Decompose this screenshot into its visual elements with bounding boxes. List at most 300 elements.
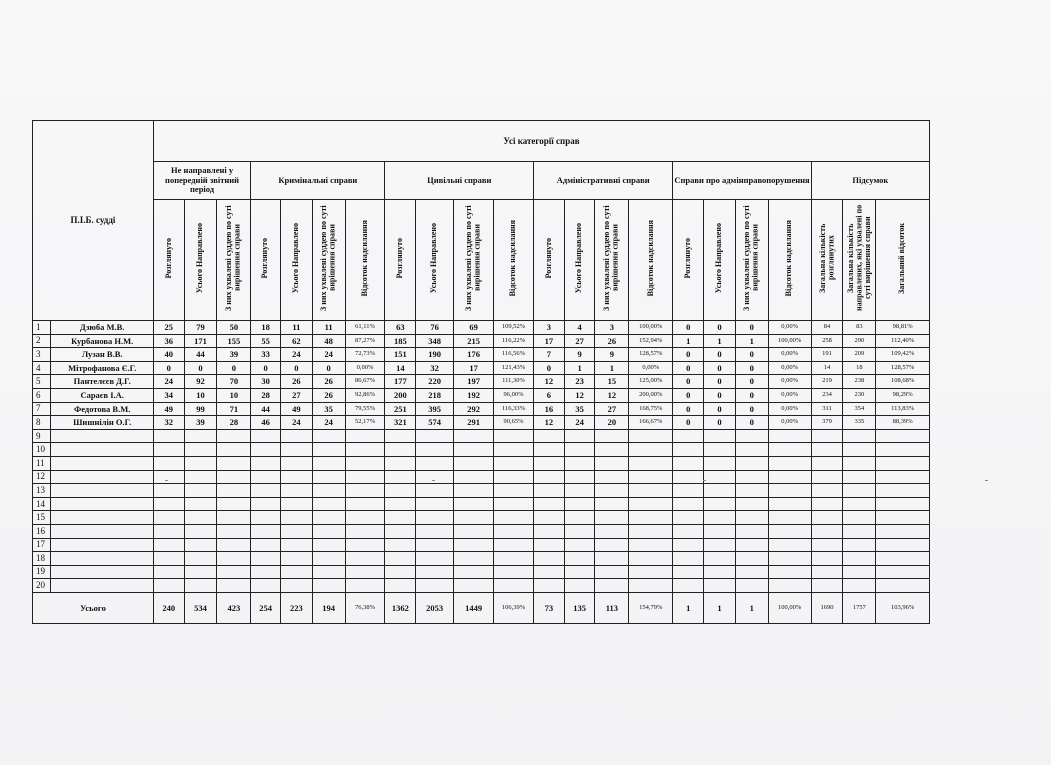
empty-cell: [345, 456, 385, 470]
empty-cell: [534, 511, 565, 525]
data-cell: 0: [673, 321, 704, 335]
data-cell: 109,42%: [876, 348, 930, 362]
empty-cell: [494, 524, 534, 538]
empty-cell: [312, 470, 345, 484]
data-cell: 0: [280, 361, 312, 375]
empty-cell: [184, 456, 217, 470]
empty-cell: [184, 484, 217, 498]
data-cell: 39: [184, 416, 217, 430]
all-categories-header: Усі категорії справ: [153, 121, 929, 162]
data-cell: 44: [184, 348, 217, 362]
empty-cell: [385, 443, 416, 457]
empty-cell: [251, 484, 281, 498]
empty-cell: [629, 565, 673, 579]
table-row: [33, 456, 930, 470]
data-cell: 171: [184, 334, 217, 348]
data-cell: 0: [704, 388, 736, 402]
table-row: [33, 443, 930, 457]
empty-cell: [629, 497, 673, 511]
col-header: Відсоток надсилання: [768, 200, 811, 321]
col-header: З них ухвалені суддею по суті вирішення справи: [454, 200, 494, 321]
data-cell: 92,86%: [345, 388, 385, 402]
empty-cell: [673, 456, 704, 470]
empty-cell: [217, 470, 251, 484]
empty-cell: [385, 470, 416, 484]
empty-cell: [184, 429, 217, 443]
data-cell: 6: [534, 388, 565, 402]
group-header-summary: Підсумок: [811, 162, 929, 200]
data-cell: 116,56%: [494, 348, 534, 362]
empty-cell: [768, 456, 811, 470]
data-cell: 24: [153, 375, 184, 389]
data-cell: 354: [843, 402, 876, 416]
empty-cell: [564, 579, 595, 593]
empty-cell: [564, 552, 595, 566]
data-cell: 4: [564, 321, 595, 335]
data-cell: 12: [564, 388, 595, 402]
data-cell: 291: [454, 416, 494, 430]
empty-cell: [811, 524, 843, 538]
empty-cell: [416, 484, 454, 498]
data-cell: 230: [843, 388, 876, 402]
total-cell: 223: [280, 592, 312, 623]
empty-cell: [595, 497, 629, 511]
data-cell: 72,73%: [345, 348, 385, 362]
data-cell: 292: [454, 402, 494, 416]
empty-cell: [312, 565, 345, 579]
empty-cell: [385, 511, 416, 525]
empty-cell: [595, 538, 629, 552]
col-header: Відсоток надсилання: [629, 200, 673, 321]
empty-cell: [153, 443, 184, 457]
data-cell: 26: [312, 375, 345, 389]
col-header: Усього Направлено: [416, 200, 454, 321]
data-cell: 152,94%: [629, 334, 673, 348]
empty-cell: [51, 565, 153, 579]
empty-cell: [843, 565, 876, 579]
data-cell: 100,00%: [768, 334, 811, 348]
data-cell: 209: [843, 348, 876, 362]
empty-cell: [735, 456, 768, 470]
total-cell: 254: [251, 592, 281, 623]
empty-cell: [251, 456, 281, 470]
data-cell: 0,00%: [345, 361, 385, 375]
data-cell: 0: [735, 361, 768, 375]
data-cell: 116,33%: [494, 402, 534, 416]
data-cell: 0: [673, 416, 704, 430]
data-cell: 88,39%: [876, 416, 930, 430]
row-number: 15: [33, 511, 51, 525]
empty-cell: [704, 579, 736, 593]
empty-cell: [251, 497, 281, 511]
data-cell: 0: [735, 388, 768, 402]
empty-cell: [534, 497, 565, 511]
total-cell: 1: [673, 592, 704, 623]
empty-cell: [629, 552, 673, 566]
empty-cell: [534, 470, 565, 484]
empty-cell: [345, 565, 385, 579]
data-cell: 191: [811, 348, 843, 362]
data-cell: 33: [251, 348, 281, 362]
empty-cell: [768, 443, 811, 457]
empty-cell: [312, 456, 345, 470]
col-header: З них ухвалені суддею по суті вирішення справи: [735, 200, 768, 321]
empty-cell: [345, 484, 385, 498]
data-cell: 92: [184, 375, 217, 389]
data-cell: 49: [280, 402, 312, 416]
empty-cell: [534, 429, 565, 443]
empty-cell: [494, 470, 534, 484]
data-cell: 0,00%: [768, 402, 811, 416]
empty-cell: [735, 443, 768, 457]
empty-cell: [595, 524, 629, 538]
empty-cell: [629, 470, 673, 484]
empty-cell: [494, 484, 534, 498]
scan-speck: [432, 480, 435, 481]
table-row: [33, 538, 930, 552]
table-row: [33, 484, 930, 498]
data-cell: 27: [595, 402, 629, 416]
table-row: [33, 321, 930, 335]
data-cell: 151: [385, 348, 416, 362]
data-cell: 0: [312, 361, 345, 375]
data-cell: 86,67%: [345, 375, 385, 389]
col-header: Усього Направлено: [564, 200, 595, 321]
empty-cell: [876, 470, 930, 484]
data-cell: 26: [312, 388, 345, 402]
data-cell: 18: [251, 321, 281, 335]
empty-cell: [564, 565, 595, 579]
total-cell: 135: [564, 592, 595, 623]
empty-cell: [217, 565, 251, 579]
data-cell: 220: [416, 375, 454, 389]
empty-cell: [564, 511, 595, 525]
empty-cell: [494, 579, 534, 593]
data-cell: 0,00%: [768, 361, 811, 375]
empty-cell: [454, 538, 494, 552]
empty-cell: [595, 565, 629, 579]
data-cell: 32: [153, 416, 184, 430]
total-cell: 154,79%: [629, 592, 673, 623]
empty-cell: [385, 429, 416, 443]
col-header: Усього Направлено: [704, 200, 736, 321]
empty-cell: [251, 579, 281, 593]
empty-cell: [153, 484, 184, 498]
total-cell: 106,39%: [494, 592, 534, 623]
data-cell: 49: [153, 402, 184, 416]
data-cell: 28: [217, 416, 251, 430]
empty-cell: [251, 565, 281, 579]
row-number: 8: [33, 416, 51, 430]
judge-name: Пантелєєв Д.Г.: [51, 375, 153, 389]
empty-cell: [768, 524, 811, 538]
data-cell: 219: [811, 375, 843, 389]
empty-cell: [184, 497, 217, 511]
empty-cell: [534, 443, 565, 457]
empty-cell: [184, 524, 217, 538]
empty-cell: [534, 565, 565, 579]
data-cell: 14: [811, 361, 843, 375]
row-number: 10: [33, 443, 51, 457]
col-header: Розглянуто: [251, 200, 281, 321]
judge-name: Дзюба М.В.: [51, 321, 153, 335]
data-cell: 116,22%: [494, 334, 534, 348]
empty-cell: [416, 524, 454, 538]
data-cell: 113,83%: [876, 402, 930, 416]
empty-cell: [153, 456, 184, 470]
table-row: [33, 416, 930, 430]
data-cell: 69: [454, 321, 494, 335]
empty-cell: [876, 565, 930, 579]
data-cell: 121,43%: [494, 361, 534, 375]
empty-cell: [217, 579, 251, 593]
total-cell: 194: [312, 592, 345, 623]
group-header-admin-offenses: Справи про адмінправопорушення: [673, 162, 811, 200]
data-cell: 234: [811, 388, 843, 402]
data-cell: 0: [673, 388, 704, 402]
empty-cell: [768, 429, 811, 443]
scan-speck: [165, 480, 168, 481]
data-cell: 109,52%: [494, 321, 534, 335]
empty-cell: [51, 538, 153, 552]
data-cell: 348: [416, 334, 454, 348]
empty-cell: [385, 552, 416, 566]
data-cell: 0: [153, 361, 184, 375]
empty-cell: [673, 538, 704, 552]
data-cell: 79: [184, 321, 217, 335]
empty-cell: [280, 456, 312, 470]
empty-cell: [251, 429, 281, 443]
empty-cell: [811, 538, 843, 552]
data-cell: 36: [153, 334, 184, 348]
empty-cell: [312, 524, 345, 538]
data-cell: 176: [454, 348, 494, 362]
table-row: [33, 429, 930, 443]
empty-cell: [345, 429, 385, 443]
empty-cell: [704, 470, 736, 484]
total-row: [33, 592, 930, 623]
data-cell: 87,27%: [345, 334, 385, 348]
empty-cell: [704, 443, 736, 457]
empty-cell: [534, 524, 565, 538]
total-cell: 113: [595, 592, 629, 623]
col-header: Розглянуто: [673, 200, 704, 321]
empty-cell: [735, 511, 768, 525]
empty-cell: [454, 470, 494, 484]
row-number: 9: [33, 429, 51, 443]
data-cell: 0: [217, 361, 251, 375]
data-cell: 0: [735, 416, 768, 430]
data-cell: 0: [704, 416, 736, 430]
group-header-administrative: Адміністративні справи: [534, 162, 673, 200]
row-number: 11: [33, 456, 51, 470]
total-cell: 240: [153, 592, 184, 623]
table-row: [33, 579, 930, 593]
empty-cell: [280, 552, 312, 566]
data-cell: 48: [312, 334, 345, 348]
empty-cell: [494, 511, 534, 525]
data-cell: 190: [416, 348, 454, 362]
data-cell: 0,00%: [768, 375, 811, 389]
data-cell: 177: [385, 375, 416, 389]
empty-cell: [280, 579, 312, 593]
data-cell: 35: [312, 402, 345, 416]
empty-cell: [217, 538, 251, 552]
empty-cell: [629, 524, 673, 538]
empty-cell: [768, 497, 811, 511]
row-number: 3: [33, 348, 51, 362]
data-cell: 83: [843, 321, 876, 335]
table-row: [33, 402, 930, 416]
empty-cell: [876, 579, 930, 593]
total-label: Усього: [33, 592, 154, 623]
data-cell: 98,81%: [876, 321, 930, 335]
row-number: 14: [33, 497, 51, 511]
table-row: [33, 497, 930, 511]
empty-cell: [385, 524, 416, 538]
judge-name: Курбанова Н.М.: [51, 334, 153, 348]
row-number: 5: [33, 375, 51, 389]
group-header-civil: Цивільні справи: [385, 162, 534, 200]
empty-cell: [843, 484, 876, 498]
empty-cell: [385, 497, 416, 511]
empty-cell: [217, 524, 251, 538]
empty-cell: [280, 524, 312, 538]
empty-cell: [704, 511, 736, 525]
court-statistics-table: [32, 120, 930, 624]
data-cell: 0: [735, 402, 768, 416]
empty-cell: [217, 456, 251, 470]
empty-cell: [345, 538, 385, 552]
row-number: 18: [33, 552, 51, 566]
empty-cell: [704, 565, 736, 579]
total-cell: 73: [534, 592, 565, 623]
total-cell: 100,00%: [768, 592, 811, 623]
empty-cell: [595, 443, 629, 457]
empty-cell: [564, 484, 595, 498]
data-cell: 1: [673, 334, 704, 348]
empty-cell: [51, 443, 153, 457]
empty-cell: [312, 443, 345, 457]
col-header: Загальний відсоток: [876, 200, 930, 321]
empty-cell: [454, 579, 494, 593]
empty-cell: [51, 456, 153, 470]
data-cell: 197: [454, 375, 494, 389]
row-number: 4: [33, 361, 51, 375]
empty-cell: [454, 443, 494, 457]
empty-cell: [704, 456, 736, 470]
empty-cell: [843, 443, 876, 457]
empty-cell: [454, 565, 494, 579]
empty-cell: [51, 524, 153, 538]
data-cell: 44: [251, 402, 281, 416]
empty-cell: [768, 538, 811, 552]
data-cell: 16: [534, 402, 565, 416]
data-cell: 32: [416, 361, 454, 375]
judge-name: Шишнілін О.Г.: [51, 416, 153, 430]
data-cell: 62: [280, 334, 312, 348]
scan-speck: [703, 480, 706, 481]
empty-cell: [454, 552, 494, 566]
empty-cell: [153, 579, 184, 593]
total-cell: 76,38%: [345, 592, 385, 623]
data-cell: 17: [454, 361, 494, 375]
data-cell: 24: [312, 348, 345, 362]
empty-cell: [51, 429, 153, 443]
data-cell: 98,29%: [876, 388, 930, 402]
data-cell: 76: [416, 321, 454, 335]
total-cell: 1: [735, 592, 768, 623]
data-cell: 0: [184, 361, 217, 375]
empty-cell: [595, 484, 629, 498]
empty-cell: [51, 484, 153, 498]
empty-cell: [673, 429, 704, 443]
empty-cell: [251, 443, 281, 457]
data-cell: 34: [153, 388, 184, 402]
empty-cell: [564, 524, 595, 538]
empty-cell: [811, 456, 843, 470]
data-cell: 26: [280, 375, 312, 389]
empty-cell: [153, 565, 184, 579]
data-cell: 24: [280, 348, 312, 362]
col-header: З них ухвалені суддею по суті вирішення справи: [217, 200, 251, 321]
data-cell: 40: [153, 348, 184, 362]
data-cell: 12: [534, 416, 565, 430]
empty-cell: [494, 497, 534, 511]
empty-cell: [251, 524, 281, 538]
empty-cell: [312, 579, 345, 593]
empty-cell: [184, 443, 217, 457]
data-cell: 0: [534, 361, 565, 375]
empty-cell: [735, 565, 768, 579]
data-cell: 238: [843, 375, 876, 389]
empty-cell: [811, 429, 843, 443]
empty-cell: [768, 511, 811, 525]
row-number: 2: [33, 334, 51, 348]
total-cell: 1: [704, 592, 736, 623]
empty-cell: [153, 470, 184, 484]
empty-cell: [564, 443, 595, 457]
empty-cell: [251, 552, 281, 566]
data-cell: 311: [811, 402, 843, 416]
empty-cell: [564, 497, 595, 511]
empty-cell: [345, 511, 385, 525]
empty-cell: [184, 538, 217, 552]
data-cell: 335: [843, 416, 876, 430]
empty-cell: [673, 511, 704, 525]
total-cell: 1449: [454, 592, 494, 623]
col-header: Усього Направлено: [280, 200, 312, 321]
data-cell: 128,57%: [629, 348, 673, 362]
data-cell: 55: [251, 334, 281, 348]
row-number: 16: [33, 524, 51, 538]
empty-cell: [876, 497, 930, 511]
empty-cell: [629, 429, 673, 443]
col-header: Розглянуто: [153, 200, 184, 321]
total-cell: 1362: [385, 592, 416, 623]
data-cell: 71: [217, 402, 251, 416]
empty-cell: [735, 538, 768, 552]
data-cell: 290: [843, 334, 876, 348]
empty-cell: [768, 579, 811, 593]
data-cell: 14: [385, 361, 416, 375]
empty-cell: [704, 552, 736, 566]
empty-cell: [184, 470, 217, 484]
empty-cell: [768, 565, 811, 579]
total-cell: 423: [217, 592, 251, 623]
total-cell: 534: [184, 592, 217, 623]
empty-cell: [416, 565, 454, 579]
